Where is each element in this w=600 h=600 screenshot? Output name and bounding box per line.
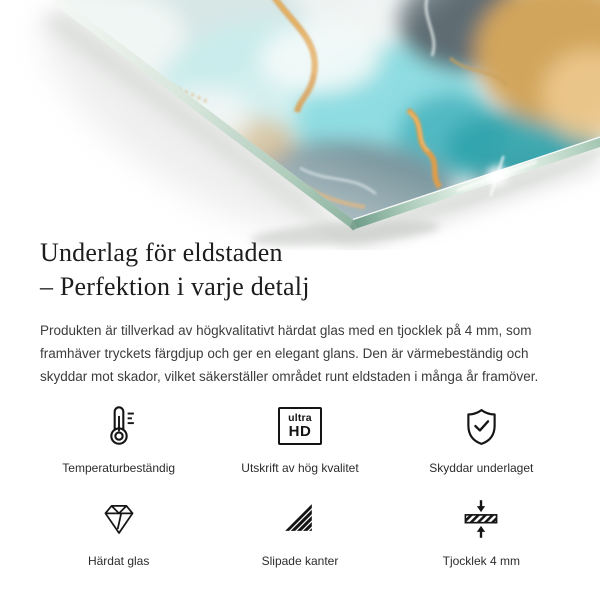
feature-label: Skyddar underlaget (429, 461, 534, 475)
thermometer-icon (96, 398, 142, 454)
title-line-2: – Perfektion i varje detalj (40, 272, 310, 301)
product-image (0, 0, 600, 250)
features-grid (28, 398, 572, 569)
feature-label: Härdat glas (87, 554, 150, 568)
title-line-1: Underlag för eldstaden (40, 238, 283, 267)
feature-protects-surface (391, 398, 572, 476)
diamond-icon (98, 491, 140, 547)
ultra-hd-icon-text-bottom: HD (288, 423, 312, 440)
feature-label: Temperaturbeständig (62, 461, 176, 475)
product-description: Produkten är tillverkad av högkvalitativt härdat glas med en tjocklek på 4 mm, som framhäver tryckets färgdjup och ger en elegant glans. Den är värmebeständig och skyddar mot skador, vilket säkerställer området runt eldstaden i många år framöver. (40, 323, 539, 384)
feature-polished-edges (209, 491, 390, 569)
feature-label: Utskrift av hög kvalitet (241, 461, 359, 475)
feature-label: Slipade kanter (261, 554, 339, 568)
feature-thickness (391, 491, 572, 569)
ultra-hd-icon-text-top: ultra (288, 412, 312, 424)
page-title (40, 236, 568, 304)
feature-print-quality (209, 398, 390, 476)
thickness-icon (459, 491, 503, 547)
ultra-hd-icon (278, 398, 322, 454)
shield-check-icon (459, 398, 504, 454)
feature-tempered-glass (28, 491, 209, 569)
product-text-block (40, 236, 568, 388)
feature-temperature-resistant (28, 398, 209, 476)
feature-label: Tjocklek 4 mm (442, 554, 520, 568)
beveled-edges-icon (279, 491, 321, 547)
glass-panel-photo (0, 0, 600, 250)
